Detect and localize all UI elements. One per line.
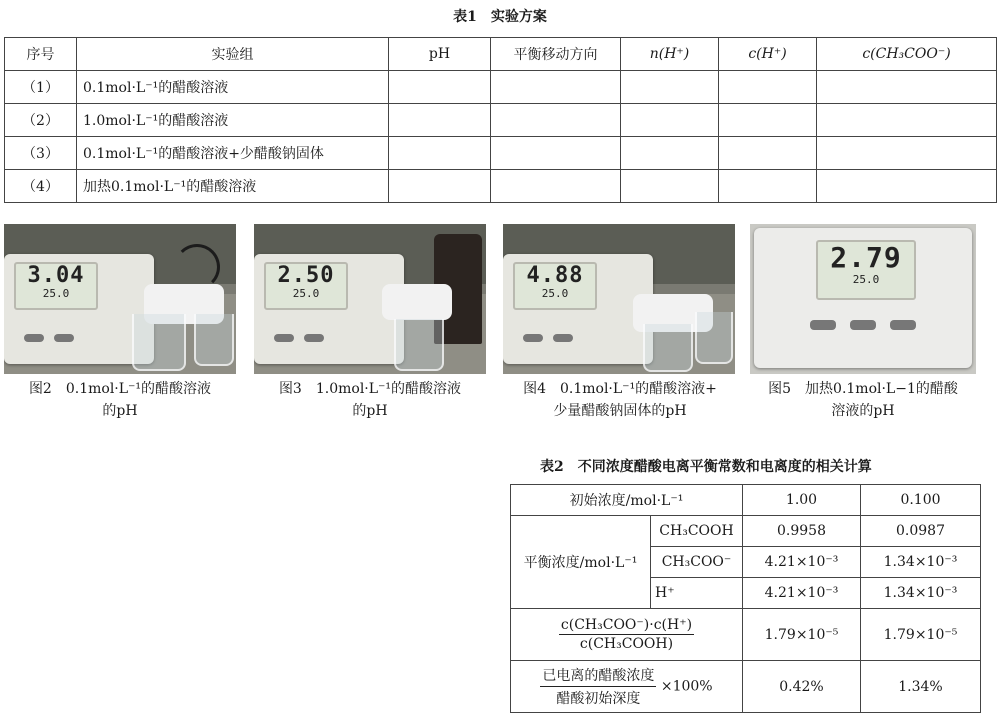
header-n-h: n(H⁺) — [621, 38, 719, 71]
caption-line: 图2 0.1mol·L⁻¹的醋酸溶液 — [28, 381, 212, 397]
initial-value: 1.00 — [743, 485, 861, 516]
temperature-reading: 25.0 — [852, 273, 880, 286]
cell-c-h — [719, 104, 817, 137]
figure2-photo — [4, 224, 236, 374]
meter-button — [304, 334, 324, 342]
species-name: H⁺ — [651, 578, 743, 609]
caption-line: 图4 0.1mol·L⁻¹的醋酸溶液+ — [523, 381, 717, 397]
beaker — [132, 314, 186, 371]
alpha-value: 0.42% — [743, 661, 861, 713]
temperature-reading: 25.0 — [292, 287, 320, 300]
ka-numerator: c(CH₃COO⁻)·c(H⁺) — [560, 617, 693, 633]
table-row — [5, 104, 997, 137]
caption-line: 溶液的pH — [831, 403, 895, 419]
table-row — [511, 661, 981, 713]
header-group: 实验组 — [77, 38, 389, 71]
cell-n-h — [621, 170, 719, 203]
row-group: 0.1mol·L⁻¹的醋酸溶液+少醋酸钠固体 — [77, 137, 389, 170]
meter-display — [816, 240, 916, 300]
ka-expression — [511, 609, 743, 661]
row-group: 1.0mol·L⁻¹的醋酸溶液 — [77, 104, 389, 137]
meter-display — [264, 262, 348, 310]
caption-line: 的pH — [102, 403, 138, 419]
table-row — [5, 170, 997, 203]
ka-fraction — [559, 617, 694, 652]
table1-title: 表1 实验方案 — [453, 9, 547, 25]
figure4-photo — [503, 224, 735, 374]
cell-ph — [389, 170, 491, 203]
meter-button — [274, 334, 294, 342]
species-value: 0.9958 — [743, 516, 861, 547]
ph-reading: 2.79 — [830, 241, 902, 274]
ionization-table — [510, 484, 981, 713]
ka-value: 1.79×10⁻⁵ — [743, 609, 861, 661]
temperature-reading: 25.0 — [42, 287, 70, 300]
species-value: 1.34×10⁻³ — [861, 547, 981, 578]
species-value: 4.21×10⁻³ — [743, 578, 861, 609]
species-value: 0.0987 — [861, 516, 981, 547]
alpha-numerator: 已电离的醋酸浓度 — [540, 665, 656, 687]
cell-c-acetate — [817, 170, 997, 203]
bottle — [695, 312, 733, 364]
species-name: CH₃COOH — [651, 516, 743, 547]
meter-button — [523, 334, 543, 342]
cell-ph — [389, 104, 491, 137]
experiment-plan-table — [4, 37, 997, 203]
ph-reading: 3.04 — [27, 263, 85, 288]
alpha-fraction — [540, 665, 656, 708]
figure3-photo — [254, 224, 486, 374]
caption-line: 图5 加热0.1mol·L−1的醋酸 — [768, 381, 958, 397]
figure3-caption — [254, 378, 486, 422]
table-row — [511, 516, 981, 547]
meter-button — [553, 334, 573, 342]
table-row — [5, 71, 997, 104]
cell-direction — [491, 137, 621, 170]
ka-denominator: c(CH₃COOH) — [579, 636, 674, 652]
caption-line: 图3 1.0mol·L⁻¹的醋酸溶液 — [278, 381, 462, 397]
figure5-caption — [746, 378, 980, 422]
cell-c-acetate — [817, 71, 997, 104]
alpha-factor: ×100% — [660, 678, 713, 695]
table-row — [5, 137, 997, 170]
beaker — [643, 324, 693, 372]
caption-line: 少量醋酸钠固体的pH — [553, 403, 687, 419]
cell-c-acetate — [817, 137, 997, 170]
cell-c-acetate — [817, 104, 997, 137]
ph-reading: 4.88 — [526, 263, 584, 288]
cell-n-h — [621, 71, 719, 104]
cell-n-h — [621, 104, 719, 137]
figure4-caption — [500, 378, 740, 422]
alpha-denominator: 醋酸初始深度 — [556, 691, 641, 707]
ph-meter — [503, 254, 653, 364]
cell-n-h — [621, 137, 719, 170]
cell-direction — [491, 104, 621, 137]
meter-button — [54, 334, 74, 342]
cell-direction — [491, 170, 621, 203]
meter-display — [513, 262, 597, 310]
header-c-acetate: c(CH₃COO⁻) — [817, 38, 997, 71]
electrode-rack — [382, 284, 452, 320]
cell-c-h — [719, 170, 817, 203]
row-index: （1） — [5, 71, 77, 104]
table1-header-row — [5, 38, 997, 71]
header-shift-direction: 平衡移动方向 — [491, 38, 621, 71]
species-name: CH₃COO⁻ — [651, 547, 743, 578]
header-ph: pH — [389, 38, 491, 71]
meter-button — [850, 320, 876, 330]
header-c-h: c(H⁺) — [719, 38, 817, 71]
row-index: （4） — [5, 170, 77, 203]
cell-ph — [389, 71, 491, 104]
bottle — [194, 314, 234, 366]
row-index: （2） — [5, 104, 77, 137]
ph-meter — [754, 228, 972, 368]
species-value: 4.21×10⁻³ — [743, 547, 861, 578]
alpha-expression — [511, 661, 743, 713]
cell-c-h — [719, 71, 817, 104]
initial-value: 0.100 — [861, 485, 981, 516]
figure2-caption — [4, 378, 236, 422]
ph-reading: 2.50 — [277, 263, 335, 288]
table2-title: 表2 不同浓度醋酸电离平衡常数和电离度的相关计算 — [540, 459, 872, 475]
row-group: 加热0.1mol·L⁻¹的醋酸溶液 — [77, 170, 389, 203]
equilibrium-concentration-label: 平衡浓度/mol·L⁻¹ — [511, 516, 651, 609]
table-row — [511, 485, 981, 516]
figure5-photo — [750, 224, 976, 374]
meter-button — [24, 334, 44, 342]
ka-value: 1.79×10⁻⁵ — [861, 609, 981, 661]
initial-concentration-label: 初始浓度/mol·L⁻¹ — [511, 485, 743, 516]
temperature-reading: 25.0 — [541, 287, 569, 300]
caption-line: 的pH — [352, 403, 388, 419]
alpha-value: 1.34% — [861, 661, 981, 713]
cell-direction — [491, 71, 621, 104]
species-value: 1.34×10⁻³ — [861, 578, 981, 609]
cell-ph — [389, 137, 491, 170]
table-row — [511, 609, 981, 661]
beaker — [394, 319, 444, 371]
header-index: 序号 — [5, 38, 77, 71]
row-group: 0.1mol·L⁻¹的醋酸溶液 — [77, 71, 389, 104]
meter-button — [890, 320, 916, 330]
cell-c-h — [719, 137, 817, 170]
row-index: （3） — [5, 137, 77, 170]
meter-display — [14, 262, 98, 310]
meter-button — [810, 320, 836, 330]
